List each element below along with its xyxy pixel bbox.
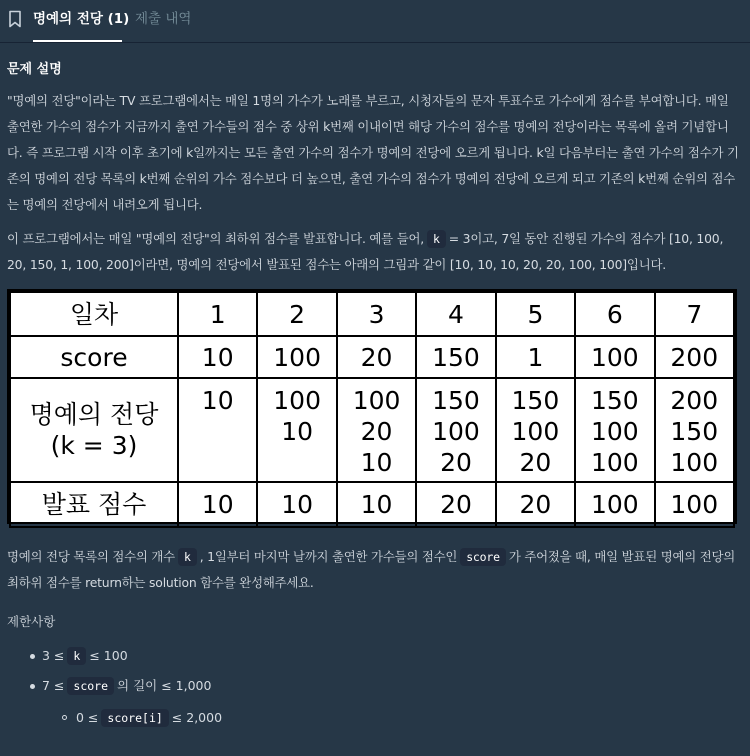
header-cell: 7 [655, 292, 734, 336]
p2-text-b: = 3이고, 7일 동안 진행된 가수의 점수가 [10, 100, 20, 150, 1, 100, 200]이라면, 명예의 전당에서 발표된 점수는 아래의 그림과 같이 [10, 10, 10, 20, 20, 100, 100]입니다. [7, 231, 724, 272]
inline-code-score: score [67, 677, 114, 695]
hall-value: 100 [511, 417, 560, 446]
table-cell [575, 378, 654, 482]
table-cell [496, 378, 575, 482]
constraint-text: 의 길이 ≤ 1,000 [117, 678, 212, 693]
active-tab-indicator [33, 40, 122, 42]
constraints-title: 제한사항 [7, 614, 56, 629]
table-cell: 100 [575, 336, 654, 378]
table-row-announce [10, 482, 734, 527]
sub-bullet-icon [62, 715, 67, 720]
constraint-item-1 [42, 646, 128, 666]
row-label-line: (k = 3) [50, 431, 138, 460]
inline-code-k: k [427, 230, 446, 248]
hall-value: 100 [590, 448, 639, 477]
example-figure [7, 289, 737, 524]
hall-value: 200 [670, 386, 719, 415]
hall-value: 150 [511, 386, 560, 415]
constraint-text: 0 ≤ [76, 710, 99, 725]
table-cell: 150 [416, 336, 495, 378]
constraint-text: ≤ 100 [89, 648, 128, 663]
description-paragraph-2 [7, 226, 743, 278]
constraint-item-3 [76, 708, 222, 728]
header-cell: 일차 [10, 292, 178, 336]
table-cell: 1 [496, 336, 575, 378]
table-cell [655, 378, 734, 482]
table-cell: 200 [655, 336, 734, 378]
table-cell [257, 378, 336, 482]
table-cell: 100 [655, 482, 734, 527]
p3-text-c: 가 주어졌을 때, 매일 발표된 명예의 전당의 최하위 점수를 return하는 solution 함수를 완성해주세요. [7, 549, 736, 590]
hall-value: 10 [201, 386, 234, 415]
header-cell: 5 [496, 292, 575, 336]
bookmark-icon[interactable] [8, 10, 22, 28]
bullet-icon [30, 654, 35, 659]
row-label: score [10, 336, 178, 378]
table-cell [178, 378, 257, 482]
table-row-hall [10, 378, 734, 482]
section-title: 문제 설명 [7, 62, 62, 77]
table-cell: 100 [257, 336, 336, 378]
inline-code-score: score [460, 548, 506, 566]
inline-code-score-i: score[i] [101, 709, 168, 727]
hall-value: 150 [670, 417, 719, 446]
hall-value: 20 [360, 417, 393, 446]
hall-value: 10 [360, 448, 393, 477]
hall-value: 150 [432, 386, 480, 415]
table-cell: 100 [575, 482, 654, 527]
header-cell: 1 [178, 292, 257, 336]
table-cell [337, 378, 416, 482]
p2-text-a: 이 프로그램에서는 매일 "명예의 전당"의 최하위 점수를 발표합니다. 예를 들어, [7, 231, 424, 246]
table-row-day [10, 292, 734, 336]
bullet-icon [30, 684, 35, 689]
hall-value: 100 [432, 417, 480, 446]
table-cell: 20 [337, 336, 416, 378]
inline-code-k: k [67, 647, 86, 665]
header-cell: 6 [575, 292, 654, 336]
row-label-line: 명예의 전당 [29, 400, 159, 429]
description-paragraph-1: "명예의 전당"이라는 TV 프로그램에서는 매일 1명의 가수가 노래를 부르고, 시청자들의 문자 투표수로 가수에게 점수를 부여합니다. 매일 출연한 가수의 점수가 지금까지 출연 가수들의 점수 중 상위 k번째 이내이면 해당 가수의 점수를 명예의 전당이라는 목록에 올려 기념합니다. 즉 프로그램 시작 이후 초기에 k일까지는 모든 출연 가수의 점수가 명예의 전당에 오르게 됩니다. k일 다음부터는 출연 가수의 점수가 기존의 명예의 전당 목록의 k번째 순위의 가수 점수보다 더 높으면, 출연 가수의 점수가 명예의 전당에 오르게 되고 기존의 k번째 순위의 점수는 명예의 전당에서 내려오게 됩니다. [7, 93, 739, 212]
constraint-text: 7 ≤ [42, 678, 65, 693]
hall-value: 20 [440, 448, 472, 477]
inline-code-k: k [178, 548, 197, 566]
p3-text-b: , 1일부터 마지막 날까지 출연한 가수들의 점수인 [199, 549, 458, 564]
tab-bar [0, 0, 750, 43]
hall-value: 20 [519, 448, 552, 477]
header-cell: 3 [337, 292, 416, 336]
table-row-score [10, 336, 734, 378]
example-table [9, 291, 735, 528]
table-cell [416, 378, 495, 482]
header-cell: 4 [416, 292, 495, 336]
hall-value: 100 [352, 386, 401, 415]
description-paragraph-3 [7, 544, 743, 596]
constraint-item-2 [42, 676, 211, 696]
hall-value: 100 [273, 386, 321, 415]
constraint-text: 3 ≤ [42, 648, 65, 663]
table-cell: 20 [496, 482, 575, 527]
table-cell: 10 [337, 482, 416, 527]
table-cell: 20 [416, 482, 495, 527]
row-label [10, 378, 178, 482]
constraint-text: ≤ 2,000 [171, 710, 223, 725]
hall-value: 100 [590, 417, 639, 446]
table-cell: 10 [178, 336, 257, 378]
tab-submission-history[interactable]: 제출 내역 [135, 11, 192, 27]
row-label: 발표 점수 [10, 482, 178, 527]
table-cell: 10 [257, 482, 336, 527]
table-cell: 10 [178, 482, 257, 527]
hall-value: 10 [281, 417, 314, 446]
p3-text-a: 명예의 전당 목록의 점수의 개수 [7, 549, 175, 564]
header-cell: 2 [257, 292, 336, 336]
hall-value: 100 [670, 448, 719, 477]
hall-value: 150 [590, 386, 639, 415]
tab-hall-of-fame[interactable]: 명예의 전당 (1) [33, 11, 130, 27]
